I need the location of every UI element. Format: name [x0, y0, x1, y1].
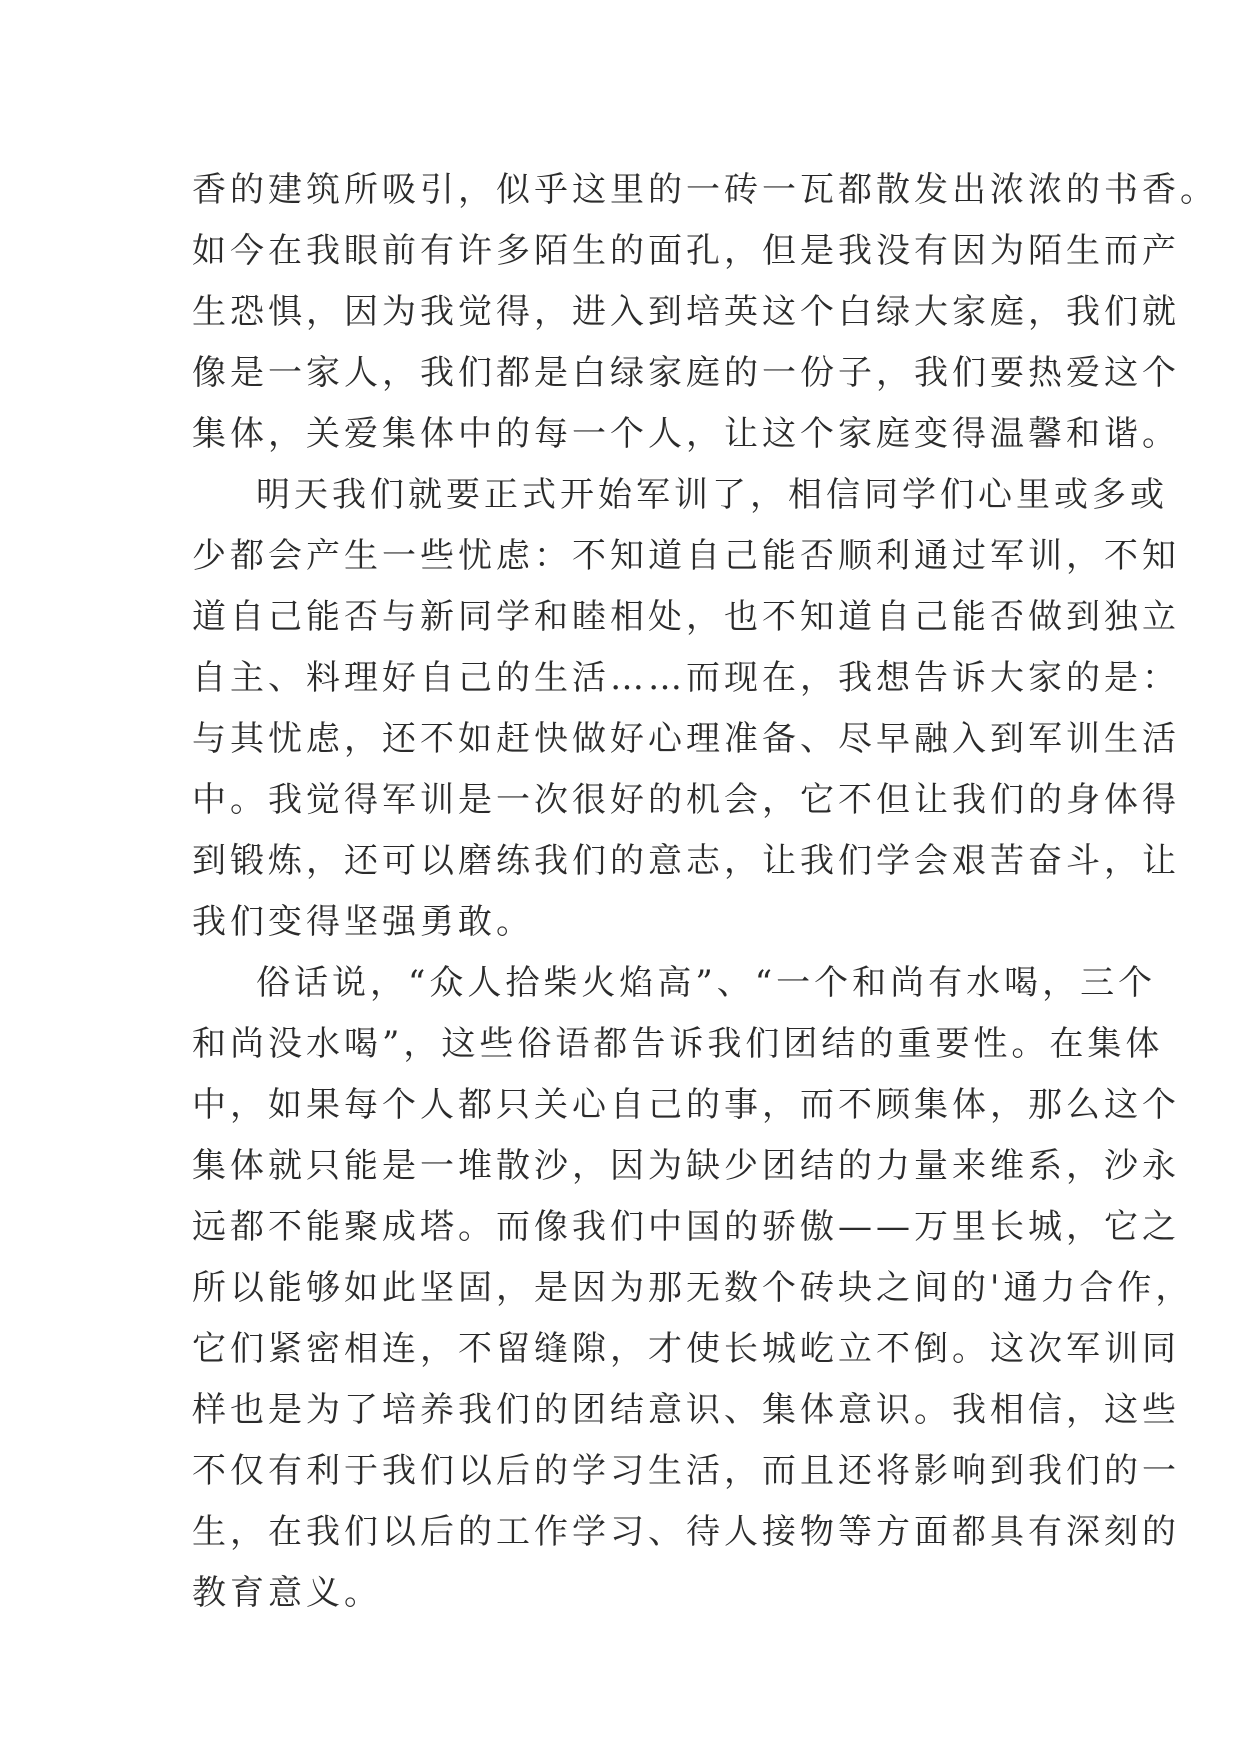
text-line: 样也是为了培养我们的团结意识、集体意识。我相信，这些 — [192, 1390, 1180, 1430]
text-line: 集体就只能是一堆散沙，因为缺少团结的力量来维系，沙永 — [192, 1146, 1180, 1186]
body-text — [192, 160, 1218, 1624]
text-line: 不仅有利于我们以后的学习生活，而且还将影响到我们的一 — [192, 1451, 1180, 1491]
paragraph-first-line: 明天我们就要正式开始军训了，相信同学们心里或多或 — [256, 475, 1168, 515]
text-line: 到锻炼，还可以磨练我们的意志，让我们学会艰苦奋斗，让 — [192, 841, 1180, 881]
text-line: 它们紧密相连，不留缝隙，才使长城屹立不倒。这次军训同 — [192, 1329, 1180, 1369]
text-line: 如今在我眼前有许多陌生的面孔，但是我没有因为陌生而产 — [192, 231, 1180, 271]
text-line: 我们变得坚强勇敢。 — [192, 902, 534, 942]
text-line: 香的建筑所吸引，似乎这里的一砖一瓦都散发出浓浓的书香。 — [192, 170, 1218, 210]
text-line: 与其忧虑，还不如赶快做好心理准备、尽早融入到军训生活 — [192, 719, 1180, 759]
text-line: 教育意义。 — [192, 1573, 382, 1613]
text-line: 生，在我们以后的工作学习、待人接物等方面都具有深刻的 — [192, 1512, 1180, 1552]
text-line: 和尚没水喝”，这些俗语都告诉我们团结的重要性。在集体 — [192, 1024, 1164, 1064]
text-line: 中。我觉得军训是一次很好的机会，它不但让我们的身体得 — [192, 780, 1180, 820]
text-line: 远都不能聚成塔。而像我们中国的骄傲——万里长城，它之 — [192, 1207, 1180, 1247]
text-line: 集体，关爱集体中的每一个人，让这个家庭变得温馨和谐。 — [192, 414, 1180, 454]
text-line: 道自己能否与新同学和睦相处，也不知道自己能否做到独立 — [192, 597, 1180, 637]
text-line: 生恐惧，因为我觉得，进入到培英这个白绿大家庭，我们就 — [192, 292, 1180, 332]
text-line: 自主、料理好自己的生活……而现在，我想告诉大家的是： — [192, 658, 1180, 698]
text-line: 少都会产生一些忧虑：不知道自己能否顺利通过军训，不知 — [192, 536, 1180, 576]
text-line: 中，如果每个人都只关心自己的事，而不顾集体，那么这个 — [192, 1085, 1180, 1125]
text-line: 所以能够如此坚固，是因为那无数个砖块之间的'通力合作， — [192, 1268, 1194, 1308]
text-line: 像是一家人，我们都是白绿家庭的一份子，我们要热爱这个 — [192, 353, 1180, 393]
paragraph-first-line: 俗话说，“众人拾柴火焰高”、“一个和尚有水喝，三个 — [256, 963, 1157, 1003]
